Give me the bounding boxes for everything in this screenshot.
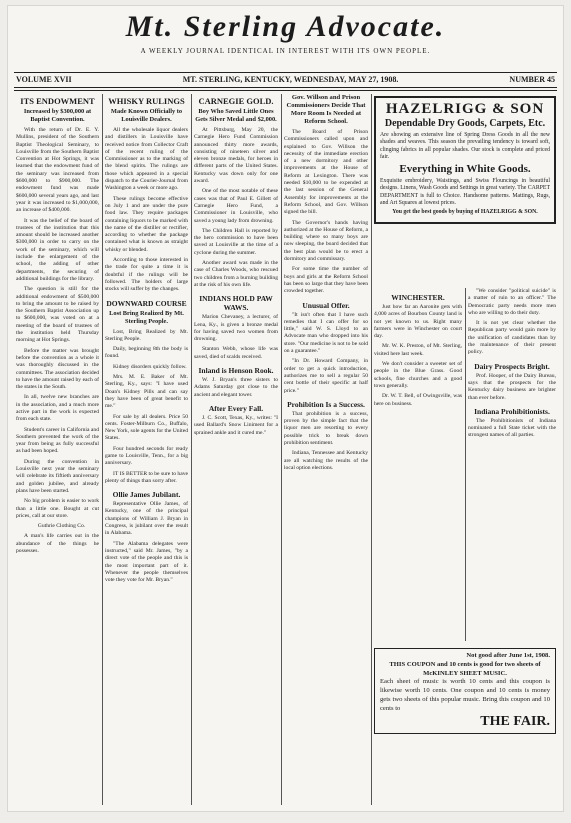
article-paragraph: "The Alabama delegates were instructed," said Mr. James, "by a direct vote of the people and this is the most important part of it. Whenever the people themselves vote they vote for Mr. Bryan.": [105, 540, 188, 584]
article-paragraph: A man's life carries out in the abundance of the things he possesses.: [16, 533, 99, 555]
article-subhead: Increased by $300,000 at Baptist Convention.: [23, 108, 92, 123]
column-rule: [281, 94, 282, 805]
article-paragraph: Four hundred seconds for ready game to Louisville, Tenn., for a big anniversary.: [105, 445, 188, 467]
ad-body: Exquisite embroidery, Waistings, and Swiss Flouncings in beautiful designs. Linens, Wash Goods and Settings in great variety. The CARPET DEPARTMENT is full to Choice. Handsome patterns. Mattings, Rugs, and Art Squares at lowest prices.: [380, 178, 550, 207]
article-paragraph: "In Dr. Howard Company, in order to get a quick introduction, authorizes me to sell a regular 50 cent bottle of their specific at half price.": [284, 358, 368, 394]
dateline: [16, 75, 555, 84]
article-heading: CARNEGIE GOLD.: [198, 96, 274, 106]
article-heading: Gov. Willson and Prison Commissioners Decide That More Room Is Needed at Reform School.: [286, 94, 366, 125]
issue-number: NUMBER 45: [509, 75, 555, 84]
article-paragraph: Mr. W. K. Preston, of Mt. Sterling, visited here last week.: [374, 343, 462, 357]
article-paragraph: During the convention in Louisville next year the seminary will celebrate its fiftieth anniversary and golden jubilee, and already plans have been started.: [16, 458, 99, 494]
column-rule: [191, 94, 192, 805]
coupon-line-2: Each sheet of music is worth 10 cents and this coupon is likewise worth 10 cents. One coupon and 10 cents is money gets two sheets of this popular music. Bring this coupon and 10 cents to: [380, 678, 550, 712]
ad-signature: You get the best goods by buying of HAZELRIGG & SON.: [392, 209, 538, 216]
volume-label: VOLUME XVII: [16, 75, 72, 84]
article-paragraph: We don't consider a sweeter set of people in the Blue Grass. Good schools, fine churches and a good town generally.: [374, 361, 462, 389]
article-heading: Indiana Prohibitionists.: [474, 406, 550, 416]
advertisement-box: [374, 96, 556, 224]
article-paragraph: With the return of Dr. E. Y. Mullins, president of the Southern Baptist Theological Seminary, to Louisville from the Southern Baptist Convention at Hot Springs, it was learned that the endowment fund of the seminary was increased from $600,000 to $900,000. The endowment fund was made $600,000 several years ago, and last year it was increased to $1,000,000, an increase of $400,000.: [16, 127, 99, 214]
coupon-validity: Not good after June 1st, 1908.: [466, 652, 550, 659]
article-paragraph: That prohibition is a success, proven by the simple fact that the liquor men are resorting to every possible trick to break down prohibition sentiment.: [284, 410, 368, 446]
place-date: MT. STERLING, KENTUCKY, WEDNESDAY, MAY 27, 1908.: [182, 75, 399, 84]
newspaper-page: [8, 6, 563, 811]
article-paragraph: Prof. Hooper, of the Dairy Bureau, says that the prospects for the Kentucky dairy business are brighter than ever before.: [468, 372, 556, 401]
masthead-rule-double: [14, 90, 557, 91]
article-paragraph: For sale by all dealers. Price 50 cents. Foster-Milburn Co., Buffalo, New York, sole agents for the United States.: [105, 413, 188, 442]
music-coupon[interactable]: [374, 648, 556, 734]
article-heading: Ollie James Jubilant.: [112, 490, 181, 500]
column-carnegie: [194, 94, 278, 805]
coupon-line-1: THIS COUPON and 10 cents is good for two sheets of McKINLEY SHEET MUSIC.: [389, 660, 541, 677]
article-heading: ITS ENDOWMENT: [20, 96, 95, 106]
column-rule: [102, 94, 103, 805]
article-paragraph: Indiana, Tennessee and Kentucky are all watching the results of the local option elections.: [284, 450, 368, 471]
ad-tagline: Dependable Dry Goods, Carpets, Etc.: [384, 118, 546, 129]
article-paragraph: Student's career in California and Southern prevented the work of the year from being as fully successful as had been hoped.: [16, 426, 99, 455]
article-paragraph: It is not yet clear whether the Republican party would gain more by the unification of candidates than by the maintenance of their present policy.: [468, 320, 556, 356]
article-paragraph: No big problem is easier to work than a little one. Bought at cut prices, call at our store.: [16, 498, 99, 519]
article-heading: WINCHESTER.: [391, 293, 445, 302]
ad-headline: Everything in White Goods.: [399, 163, 531, 176]
article-paragraph: "We consider "political suicide" is a matter of ruin to an officer." The Democratic party needs more men who are willing to do their duty.: [468, 288, 556, 316]
article-heading: Prohibition Is a Success.: [287, 399, 365, 409]
article-paragraph: Another award was made in the case of Charles Woods, who rescued two children from a burning building at the risk of his own life.: [194, 260, 278, 288]
masthead-rule-bottom: [14, 87, 557, 88]
article-paragraph: It was the belief of the board of trustees of the institution that this amount should be increased another $300,000 in order to carry on the work of the seminary, which will include the enlargement of the school, the adding of other departments, the securing of additional buildings for the library.: [16, 217, 99, 282]
article-subhead: Made Known Officially to Louisville Dealers.: [110, 108, 183, 123]
column-whisky: [105, 94, 188, 805]
newspaper-title: Mt. Sterling Advocate.: [125, 10, 446, 43]
article-paragraph: Dr. W. T. Bell, of Owingsville, was here on business.: [374, 393, 462, 407]
masthead: [8, 10, 563, 55]
ad-intro: Are showing an extensive line of Spring Dress Goods in all the new shades and weaves. This season the prevailing tendency is toward soft, clinging fabrics in all popular shades. Our stock is complete and priced fair.: [380, 132, 550, 160]
article-paragraph: One of the most notable of these cases was that of Paul E. Gillett of Carnegie Hero Fund, a Commissioner in Louisville, who saved a young lady from drowning.: [194, 188, 278, 224]
article-paragraph: The question is still for the additional endowment of $500,000 to bring the amount to be raised by the Southern Baptist Association up to $600,000, was voted on at a meeting of the board of trustees of the institution held Thursday morning at Hot Springs.: [16, 286, 99, 344]
column-rule: [371, 94, 372, 805]
article-heading: After Every Fall.: [208, 403, 264, 413]
article-paragraph: The Board of Prison Commissioners called upon and explained to Gov. Willson the necessity of the immediate erection of a new dormitory and other improvements at the House of Reform at Lexington. There was needed $10,000 to be expended at the last session of the General Assembly for improvements at the Reform School, and Gov. Willson signed the bill.: [284, 129, 368, 216]
article-paragraph: These rulings become effective on July 1 and are under the pure food law. They require packages containing liquors to be marked with the name of the distiller or rectifier, according to whether the package contained what is known as straight whisky or blended.: [105, 195, 188, 253]
hazelrigg-ad: [374, 94, 556, 284]
article-paragraph: Marion Chevaney, a lecturer, of Lena, Ky., is given a bronze medal for having saved two women from drowning.: [194, 314, 278, 343]
article-paragraph: "It isn't often that I have such remedies that I can offer for so little," said W. S. Lloyd to an Advocate man who dropped into his store. "Our medicine is not to be sold on a guarantee.": [284, 311, 368, 355]
article-paragraph: Daily, beginning 8th the body is found.: [105, 346, 188, 360]
coupon-store-name: THE FAIR.: [480, 713, 550, 729]
article-heading: Dairy Prospects Bright.: [474, 361, 550, 371]
article-paragraph: IT IS BETTER to be sure to have plenty of things than sorry after.: [105, 470, 188, 484]
article-paragraph: All the wholesale liquor dealers and distillers in Louisville have received notice from Collector Craft of the recent ruling of the Commissioner as to the marking of the blend spirits. The rulings are those which appeared in a special dispatch to the Courier-Journal from Washington a week or more ago.: [105, 127, 188, 192]
article-paragraph: The Children Hall is reported by the hero commission to have been saved at Louisville at the time of a cyclone during the summer.: [194, 227, 278, 256]
article-paragraph: Stanton Webb, whose life was saved, died of scalds received.: [194, 346, 278, 360]
article-paragraph: Kidney disorders quickly follow.: [113, 363, 187, 370]
newspaper-subtitle: A WEEKLY JOURNAL IDENTICAL IN INTEREST WITH ITS OWN PEOPLE.: [140, 47, 431, 55]
article-subhead: Lost Bring Realized By Mt. Sterling People.: [109, 309, 184, 325]
article-paragraph: Mrs. M. E. Baker of Mt. Sterling, Ky., says: "I have used Doan's Kidney Pills and can say they have been of great benefit to me.": [105, 374, 188, 410]
ad-firm-name: HAZELRIGG & SON: [385, 101, 545, 117]
article-paragraph: Lost, Bring Realized by Mt. Sterling People.: [105, 328, 188, 342]
column-politics: [468, 288, 556, 641]
column-reform-school: [284, 94, 368, 805]
masthead-rule-top: [14, 72, 557, 73]
article-paragraph: The Prohibitionists of Indiana nominated a full State ticket with the strongest names of all parties.: [468, 417, 556, 439]
article-paragraph: Just how far an Aaronite gets with 4,000 acres of Bourbon County land is not yet known to us. Right many farmers were in Winchester on court day.: [374, 304, 462, 340]
article-paragraph: At Pittsburg, May 20, the Carnegie Hero Fund Commission announced thirty more awards, consisting of nineteen silver and eleven bronze medals, for heroes in different parts of the United States. Kentucky was down only for one award.: [194, 127, 278, 185]
article-paragraph: In all, twelve new branches are in the association, and a much more active part in the work is expected from each state.: [16, 394, 99, 423]
article-paragraph: J. C. Scott, Texas, Ky., writes: "I used Ballard's Snow Liniment for a sprained ankle and it cured me.": [194, 414, 278, 436]
coupon-block: [374, 648, 556, 803]
article-paragraph: W. J. Bryan's three sisters to Adams Saturday got close to the ancient and elegant tower.: [194, 377, 278, 398]
article-paragraph: According to those interested in the trade for quite a time it is doubtful if the rulings will be followed. The holders of large stocks will suffer by the changes.: [105, 257, 188, 293]
article-heading: INDIANS HOLD PAW WAWS.: [199, 294, 273, 313]
article-heading: Unusual Offer.: [302, 300, 350, 310]
article-heading: Inland is Henson Rook.: [198, 366, 274, 376]
column-rule: [465, 288, 466, 641]
column-winchester: [374, 288, 462, 641]
article-paragraph: The Governor's hands having authorized at the House of Reform, a building where so many boys are now sleeping, the board decided that the best plan would be to erect a dormitory and commissary.: [284, 219, 368, 263]
column-endowment: [16, 94, 99, 805]
article-paragraph: Representative Ollie James, of Kentucky, one of the principal champions of William J. Bryan in Congress, is jubilant over the result in Alabama.: [105, 501, 188, 537]
article-subhead: Boy Who Saved Little Ones Gets Silver Medal and $2,000.: [195, 108, 277, 123]
article-paragraph: For some time the number of boys and girls at the Reform School has been so large that they have been crowded together.: [284, 266, 368, 295]
article-heading: WHISKY RULINGS: [108, 96, 185, 106]
article-paragraph: Guthrie Clothing Co.: [37, 523, 86, 530]
article-paragraph: Before the matter was brought before the convention as a whole it was thoroughly discussed in the committees. The association decided to have the amount raised by each of the states in the South.: [16, 347, 99, 391]
article-heading: DOWNWARD COURSE: [106, 298, 187, 308]
